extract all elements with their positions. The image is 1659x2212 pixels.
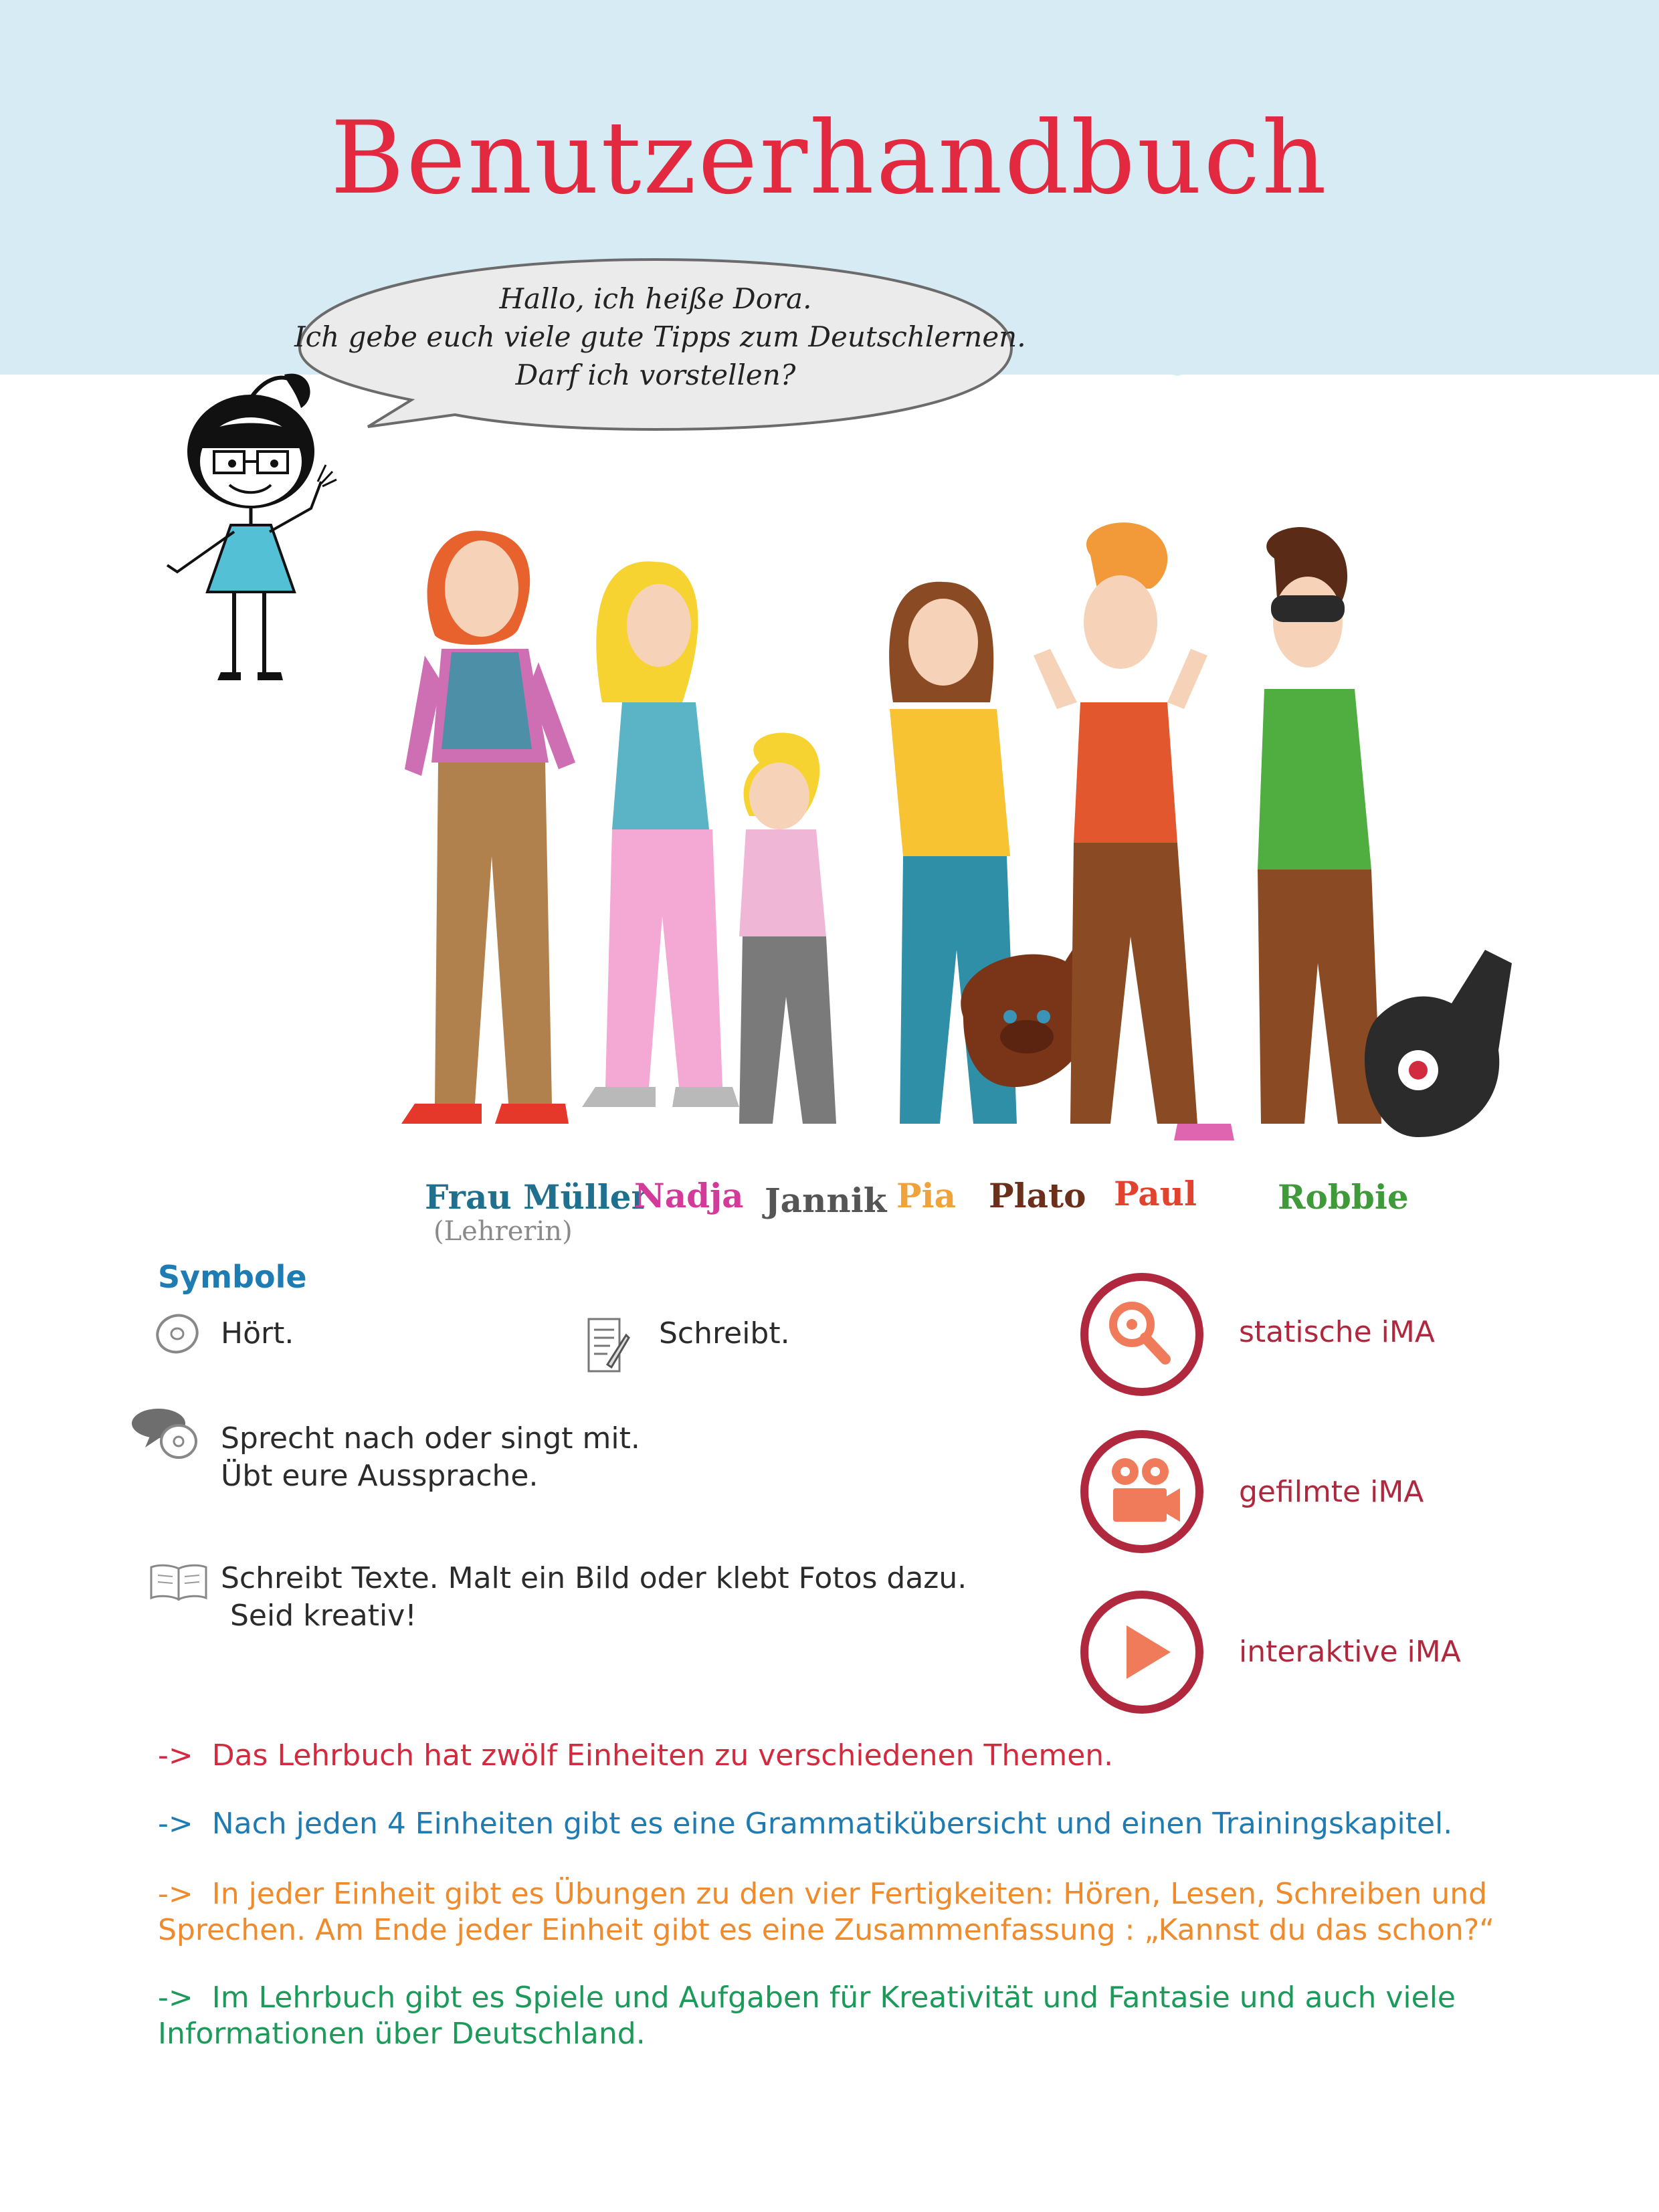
note-4-line-2: Informationen über Deutschland. [158,2017,646,2051]
character-role-frau-mueller: (Lehrerin) [433,1216,573,1247]
speech-line-3: Darf ich vorstellen? [515,359,796,391]
note-1 [158,1738,1523,1774]
speech-bubble [294,254,1026,455]
speech-cd-icon [130,1405,204,1465]
frau-mueller-figure [401,530,575,1124]
symbol-text-sprecht-line-1: Sprecht nach oder singt mit. [221,1421,640,1455]
note-3-line-2: Sprechen. Am Ende jeder Einheit gibt es eine Zusammenfassung : „Kannst du das schon?“ [158,1913,1495,1947]
dora-character-illustration [151,371,358,692]
character-name-jannik: Jannik [765,1181,887,1220]
ima-label-interactive: interaktive iMA [1239,1635,1461,1669]
symbol-text-schreibt-texte-line-1: Schreibt Texte. Malt ein Bild oder klebt Fotos dazu. [221,1561,967,1595]
note-3 [158,1876,1523,1948]
note-4-line-1: -> Im Lehrbuch gibt es Spiele und Aufgaben für Kreativität und Fantasie und auch viele [158,1981,1456,2015]
ima-label-filmed: gefilmte iMA [1239,1475,1424,1509]
character-name-plato: Plato [989,1176,1086,1215]
symbol-text-schreibt-texte-line-2: Seid kreativ! [221,1599,417,1633]
speech-line-2: Ich gebe euch viele gute Tipps zum Deutschlernen. [294,320,1026,353]
cd-icon [154,1312,201,1355]
symbol-text-schreibt: Schreibt. [659,1316,790,1350]
page-title: Benutzerhandbuch [330,100,1329,217]
ima-static-magnifier-icon [1078,1271,1205,1398]
robbie-figure [1258,527,1512,1137]
character-name-pia: Pia [896,1176,956,1215]
character-name-frau-mueller: Frau Müller [425,1177,649,1217]
note-2 [158,1806,1523,1842]
ima-label-static: statische iMA [1239,1315,1435,1349]
symbol-text-sprecht [221,1420,640,1495]
speech-line-1: Hallo, ich heiße Dora. [499,282,812,315]
ima-play-icon [1078,1589,1205,1716]
symbol-text-hoert: Hört. [221,1316,294,1350]
character-name-nadja: Nadja [634,1176,744,1215]
jannik-figure [739,733,836,1124]
note-4 [158,1980,1523,2052]
note-2-line-1: -> Nach jeden 4 Einheiten gibt es eine Grammatikübersicht und einen Trainingskapitel. [158,1807,1453,1841]
open-book-icon [149,1562,209,1602]
symbol-text-schreibt-texte [221,1560,967,1635]
ima-film-camera-icon [1078,1428,1205,1555]
note-3-line-1: -> In jeder Einheit gibt es Übungen zu den vier Fertigkeiten: Hören, Lesen, Schreiben und [158,1877,1488,1911]
character-name-robbie: Robbie [1278,1177,1409,1217]
nadja-figure [582,561,739,1107]
symbol-text-sprecht-line-2: Übt eure Aussprache. [221,1459,539,1493]
symbols-heading: Symbole [158,1259,307,1295]
characters-group-illustration [375,482,1512,1157]
note-1-line-1: -> Das Lehrbuch hat zwölf Einheiten zu verschiedenen Themen. [158,1738,1114,1773]
character-name-paul: Paul [1114,1174,1197,1213]
worksheet-pencil-icon [583,1315,630,1375]
